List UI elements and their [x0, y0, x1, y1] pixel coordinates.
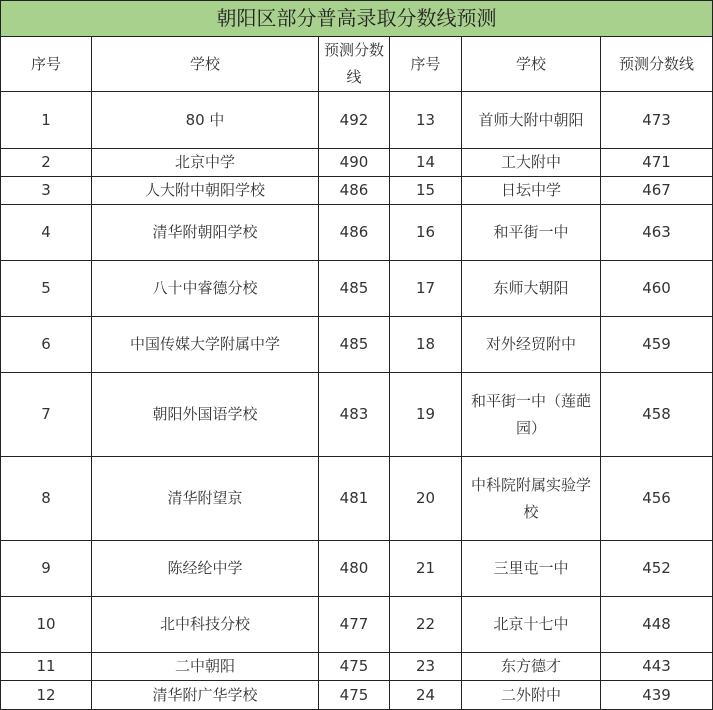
row-school: 八十中睿德分校 [92, 261, 319, 317]
row-no: 1 [1, 92, 92, 149]
row-no: 2 [1, 149, 92, 177]
row-no: 13 [390, 92, 462, 149]
table-row [1, 597, 713, 653]
header-school: 学校 [462, 37, 601, 92]
row-score: 483 [319, 373, 390, 457]
table-row [1, 457, 713, 541]
row-score: 490 [319, 149, 390, 177]
row-no: 24 [390, 681, 462, 710]
row-score: 460 [601, 261, 713, 317]
row-school: 陈经纶中学 [92, 541, 319, 597]
row-score: 485 [319, 317, 390, 373]
row-school: 北京中学 [92, 149, 319, 177]
row-school: 二外附中 [462, 681, 601, 710]
row-school: 清华附望京 [92, 457, 319, 541]
table-row [1, 681, 713, 710]
row-score: 439 [601, 681, 713, 710]
row-no: 22 [390, 597, 462, 653]
row-score: 475 [319, 681, 390, 710]
table-row [1, 653, 713, 681]
row-school: 东方德才 [462, 653, 601, 681]
table-title: 朝阳区部分普高录取分数线预测 [1, 1, 713, 37]
row-score: 467 [601, 177, 713, 205]
row-no: 14 [390, 149, 462, 177]
table-row [1, 149, 713, 177]
row-no: 21 [390, 541, 462, 597]
row-school: 工大附中 [462, 149, 601, 177]
row-school: 清华附广华学校 [92, 681, 319, 710]
row-no: 10 [1, 597, 92, 653]
table-row [1, 317, 713, 373]
row-school: 80 中 [92, 92, 319, 149]
header-school: 学校 [92, 37, 319, 92]
table-row [1, 373, 713, 457]
row-school: 对外经贸附中 [462, 317, 601, 373]
row-score: 471 [601, 149, 713, 177]
row-no: 15 [390, 177, 462, 205]
row-score: 459 [601, 317, 713, 373]
row-school: 北京十七中 [462, 597, 601, 653]
header-no: 序号 [390, 37, 462, 92]
row-no: 8 [1, 457, 92, 541]
table-row [1, 177, 713, 205]
row-no: 23 [390, 653, 462, 681]
header-no: 序号 [1, 37, 92, 92]
row-no: 18 [390, 317, 462, 373]
table-row [1, 541, 713, 597]
row-score: 480 [319, 541, 390, 597]
row-score: 448 [601, 597, 713, 653]
row-no: 17 [390, 261, 462, 317]
header-score: 预测分数线 [601, 37, 713, 92]
row-school: 北中科技分校 [92, 597, 319, 653]
row-no: 5 [1, 261, 92, 317]
row-score: 458 [601, 373, 713, 457]
row-school: 和平街一中 [462, 205, 601, 261]
row-no: 19 [390, 373, 462, 457]
row-score: 475 [319, 653, 390, 681]
table-row [1, 261, 713, 317]
row-no: 11 [1, 653, 92, 681]
header-row [1, 37, 713, 92]
row-school: 三里屯一中 [462, 541, 601, 597]
row-no: 16 [390, 205, 462, 261]
row-score: 473 [601, 92, 713, 149]
row-score: 481 [319, 457, 390, 541]
row-school: 朝阳外国语学校 [92, 373, 319, 457]
row-no: 20 [390, 457, 462, 541]
table-row [1, 205, 713, 261]
row-school: 二中朝阳 [92, 653, 319, 681]
row-no: 4 [1, 205, 92, 261]
row-score: 443 [601, 653, 713, 681]
row-score: 456 [601, 457, 713, 541]
row-no: 3 [1, 177, 92, 205]
row-no: 12 [1, 681, 92, 710]
row-score: 463 [601, 205, 713, 261]
row-score: 485 [319, 261, 390, 317]
row-score: 477 [319, 597, 390, 653]
row-school: 中科院附属实验学校 [462, 457, 601, 541]
row-school: 首师大附中朝阳 [462, 92, 601, 149]
table-row [1, 92, 713, 149]
row-school: 人大附中朝阳学校 [92, 177, 319, 205]
row-school: 中国传媒大学附属中学 [92, 317, 319, 373]
row-score: 486 [319, 205, 390, 261]
row-school: 东师大朝阳 [462, 261, 601, 317]
row-no: 7 [1, 373, 92, 457]
header-score: 预测分数线 [319, 37, 390, 92]
row-score: 492 [319, 92, 390, 149]
row-score: 452 [601, 541, 713, 597]
row-school: 日坛中学 [462, 177, 601, 205]
row-school: 清华附朝阳学校 [92, 205, 319, 261]
row-score: 486 [319, 177, 390, 205]
row-school: 和平街一中（莲葩园） [462, 373, 601, 457]
row-no: 6 [1, 317, 92, 373]
row-no: 9 [1, 541, 92, 597]
